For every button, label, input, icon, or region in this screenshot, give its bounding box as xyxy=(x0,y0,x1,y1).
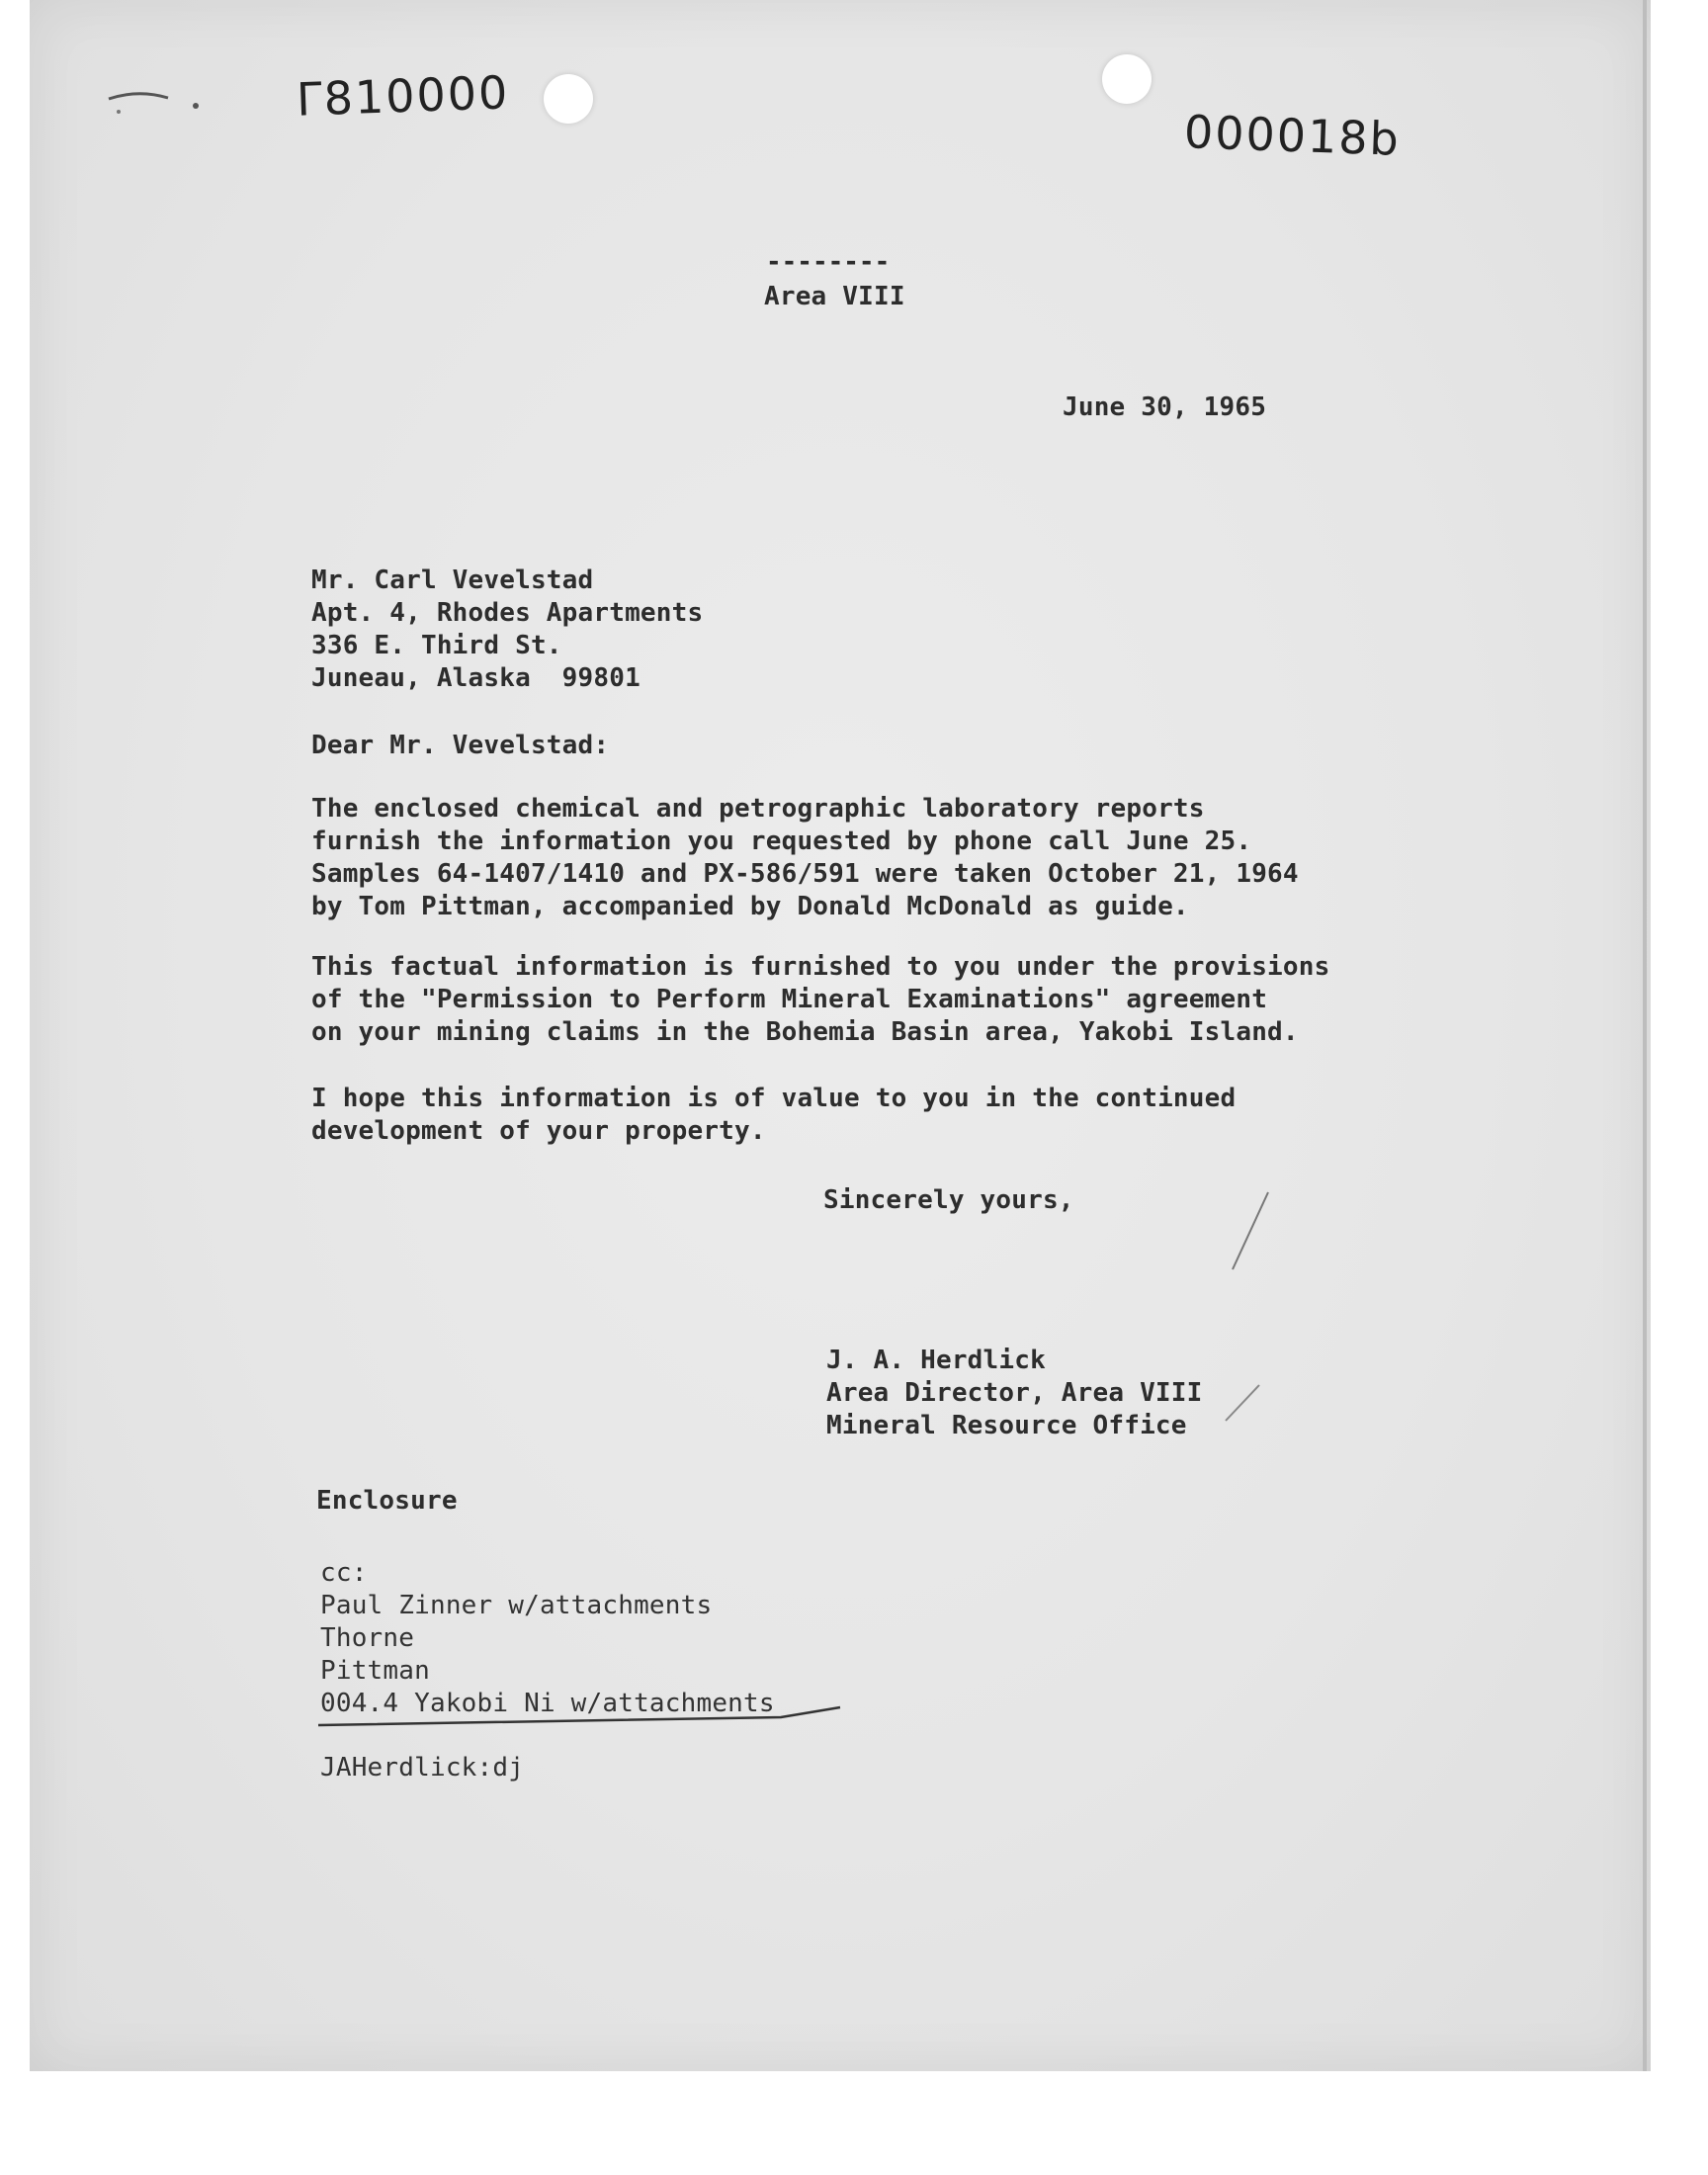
signer-name: J. A. Herdlick xyxy=(826,1346,1046,1375)
paragraph-3 xyxy=(311,1083,1236,1148)
paragraph-line: The enclosed chemical and petrographic laboratory reports xyxy=(311,794,1205,824)
enclosure-notation: Enclosure xyxy=(316,1486,458,1516)
cc-recipient: Thorne xyxy=(320,1623,415,1653)
file-number-stamp-right: 000018b xyxy=(1183,105,1402,166)
signer-office: Mineral Resource Office xyxy=(826,1411,1187,1440)
salutation: Dear Mr. Vevelstad: xyxy=(311,731,610,760)
punch-hole-left xyxy=(544,74,593,124)
paragraph-line: furnish the information you requested by phone call June 25. xyxy=(311,826,1252,856)
cc-block xyxy=(320,1557,775,1720)
addressee-line: 336 E. Third St. xyxy=(311,631,562,660)
file-number-stamp-left: Γ810000 xyxy=(296,65,511,127)
paragraph-1 xyxy=(311,793,1299,923)
paragraph-line: This factual information is furnished to you under the provisions xyxy=(311,952,1330,982)
handwritten-underline xyxy=(316,1705,850,1735)
paragraph-line: Samples 64-1407/1410 and PX-586/591 were taken October 21, 1964 xyxy=(311,859,1299,889)
cc-recipient: 004.4 Yakobi Ni w/attachments xyxy=(320,1689,775,1718)
header-dashes: -------- xyxy=(766,247,891,277)
letter-date: June 30, 1965 xyxy=(1063,392,1267,422)
pen-stroke-mark xyxy=(1221,1186,1280,1275)
closing: Sincerely yours, xyxy=(823,1185,1074,1215)
smudge-mark xyxy=(99,84,208,124)
addressee-line: Apt. 4, Rhodes Apartments xyxy=(311,598,704,628)
cc-recipient: Paul Zinner w/attachments xyxy=(320,1591,713,1620)
addressee-line: Mr. Carl Vevelstad xyxy=(311,566,594,595)
paragraph-line: by Tom Pittman, accompanied by Donald McDonald as guide. xyxy=(311,892,1189,921)
paragraph-line: development of your property. xyxy=(311,1116,766,1146)
pen-tick-mark xyxy=(1216,1379,1275,1429)
paragraph-line: I hope this information is of value to you in the continued xyxy=(311,1084,1237,1113)
paragraph-line: on your mining claims in the Bohemia Basin area, Yakobi Island. xyxy=(311,1017,1299,1047)
paragraph-line: of the "Permission to Perform Mineral Examinations" agreement xyxy=(311,985,1268,1014)
cc-label: cc: xyxy=(320,1558,368,1588)
addressee-block xyxy=(311,565,703,695)
punch-hole-right xyxy=(1102,54,1152,104)
paragraph-2 xyxy=(311,951,1329,1049)
page-edge xyxy=(1643,0,1647,2071)
addressee-line: Juneau, Alaska 99801 xyxy=(311,663,640,693)
area-heading: Area VIII xyxy=(764,282,905,311)
signer-title: Area Director, Area VIII xyxy=(826,1378,1203,1408)
reference-initials: JAHerdlick:dj xyxy=(320,1753,525,1783)
cc-recipient: Pittman xyxy=(320,1656,430,1686)
signature-block xyxy=(826,1345,1202,1442)
